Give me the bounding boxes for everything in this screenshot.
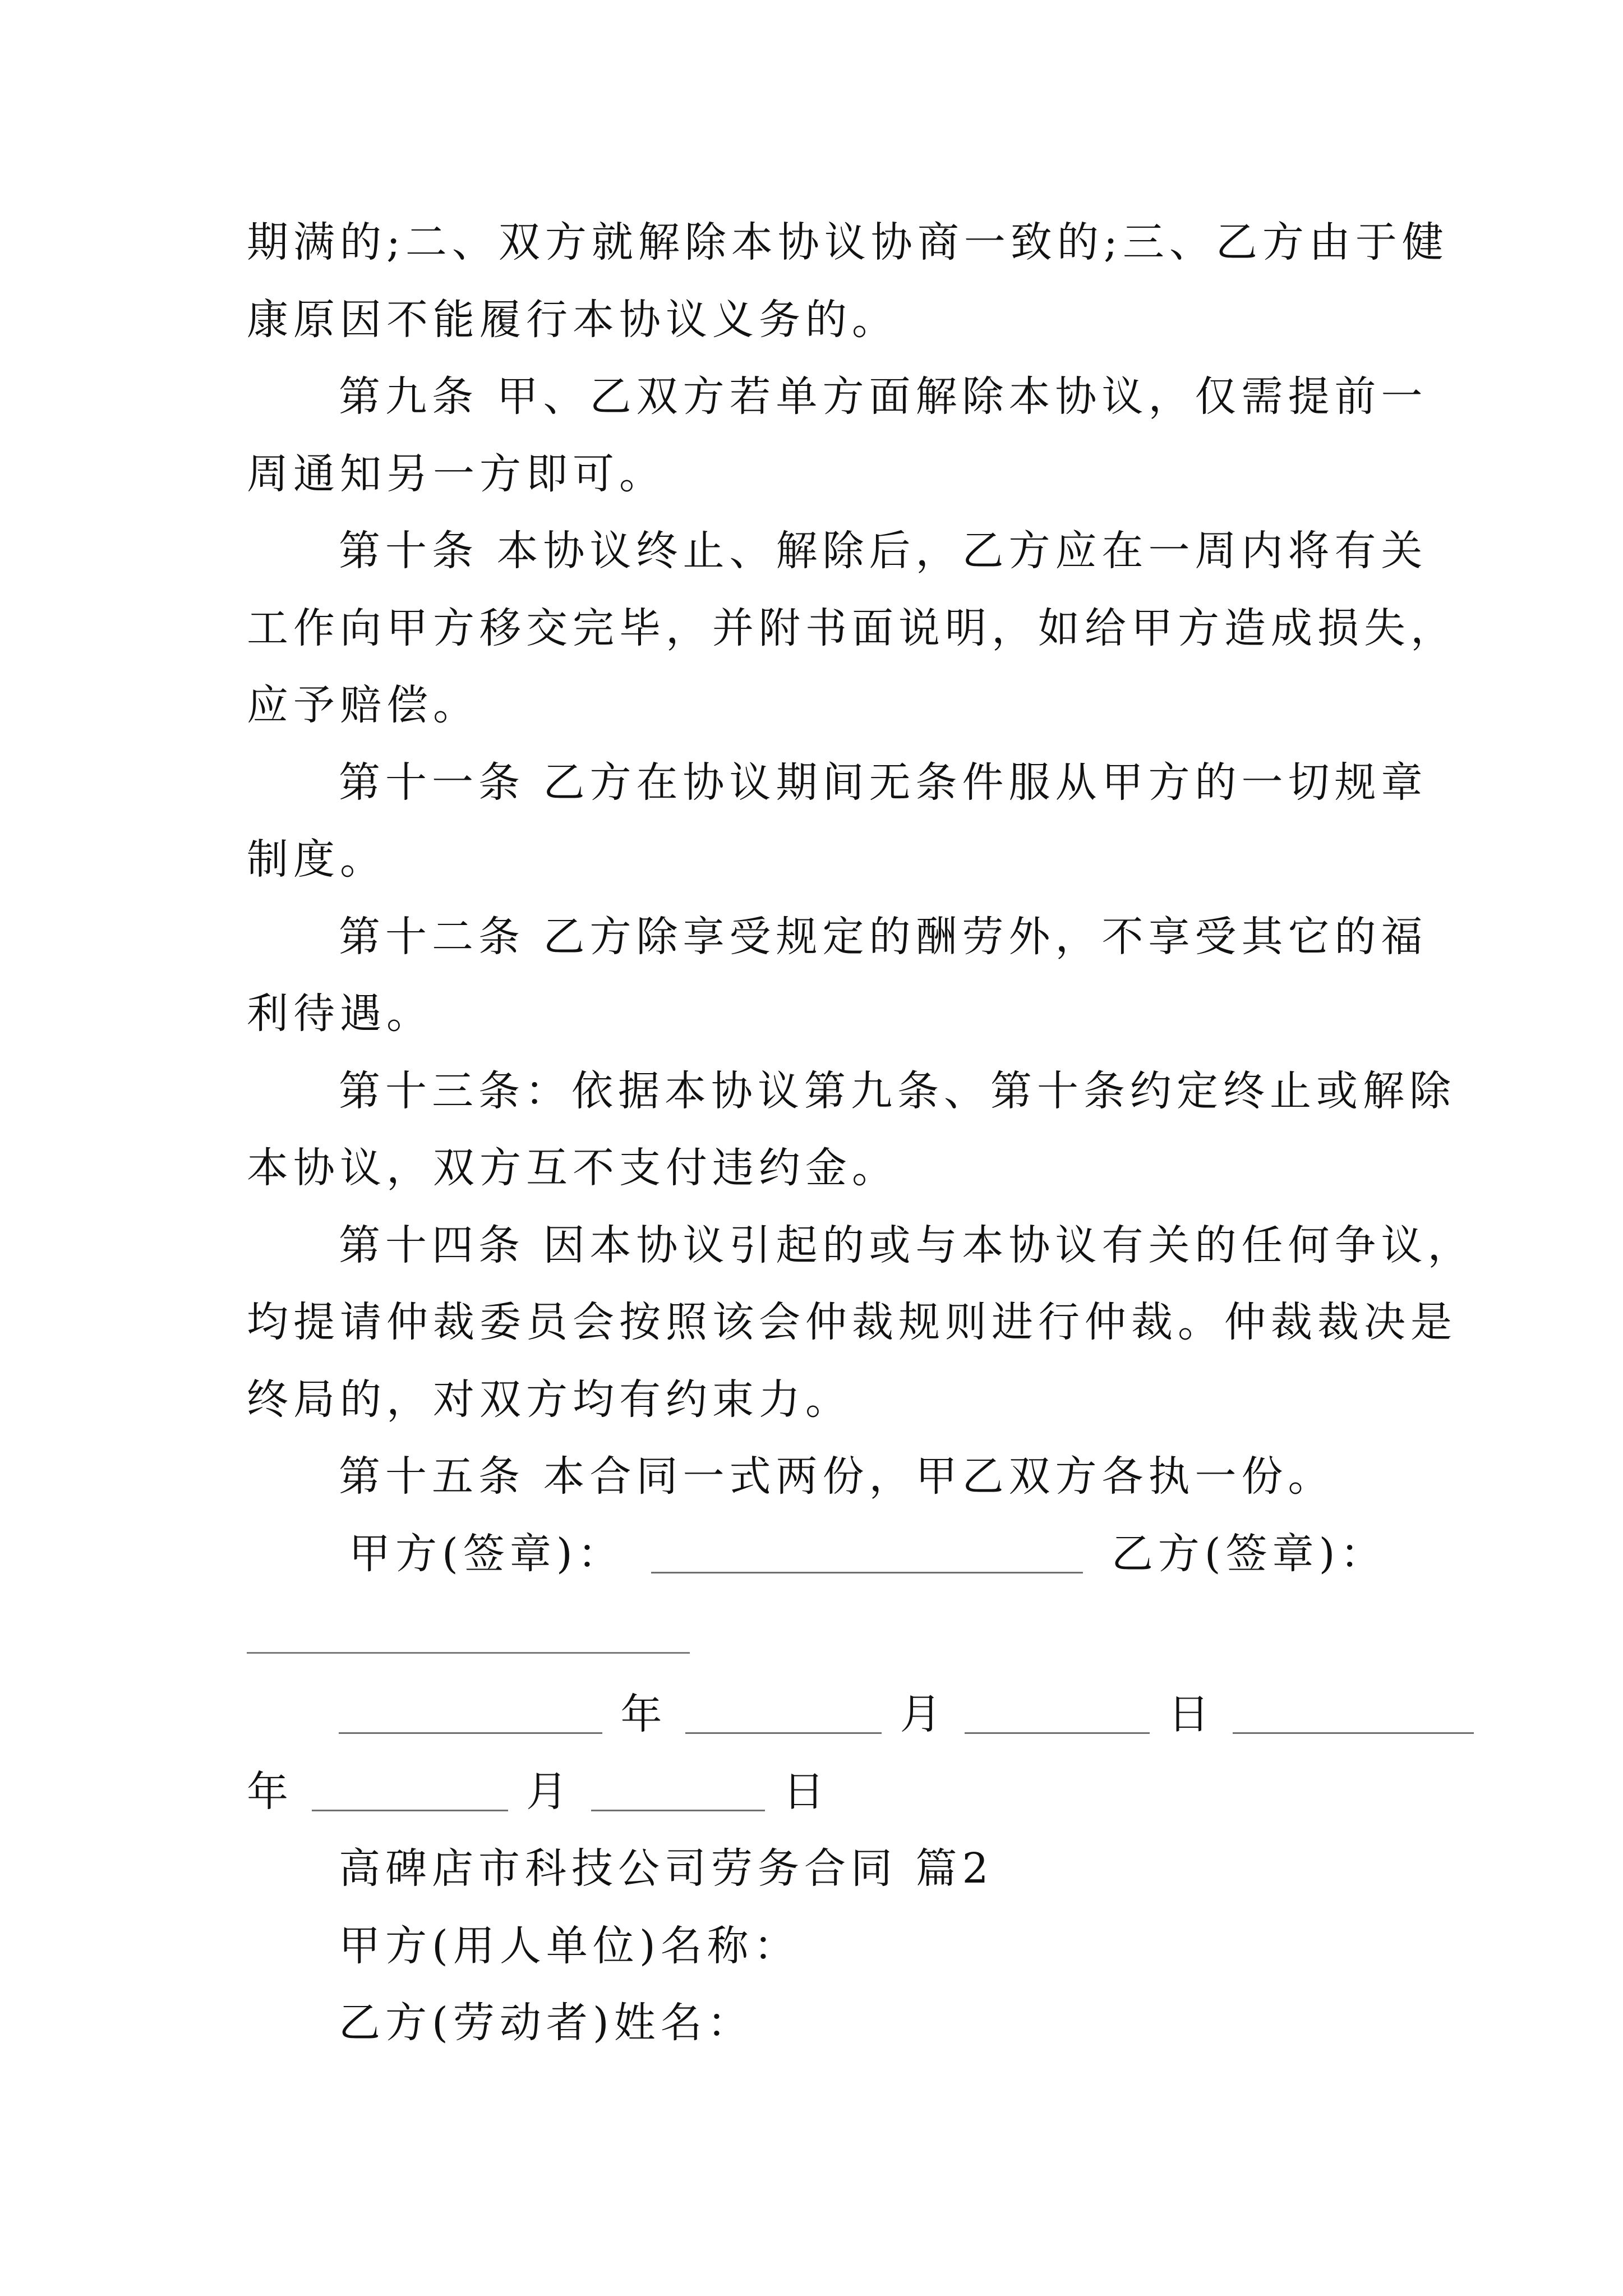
party-a-month-field[interactable] — [685, 1696, 882, 1734]
date-line-party-b — [247, 1764, 1391, 1820]
party-a-signature-label: 甲方(签章)： — [349, 1530, 624, 1578]
clause-15-line: 第十五条 本合同一式两份，甲乙双方各执一份。 — [339, 1452, 1335, 1501]
month-label: 月 — [900, 1690, 947, 1738]
year-label: 年 — [620, 1690, 667, 1738]
party-b-month-field[interactable] — [312, 1774, 508, 1811]
body-line: 本协议，双方互不支付违约金。 — [247, 1144, 898, 1192]
body-line: 工作向甲方移交完毕，并附书面说明，如给甲方造成损失， — [247, 604, 1457, 652]
section-2-title: 高碑店市科技公司劳务合同 篇2 — [339, 1844, 994, 1893]
body-line: 均提请仲裁委员会按照该会仲裁规则进行仲裁。仲裁裁决是 — [247, 1298, 1457, 1346]
body-line: 应予赔偿。 — [247, 681, 479, 729]
clause-12-line: 第十二条 乙方除享受规定的酬劳外，不享受其它的福 — [339, 913, 1428, 961]
body-line: 周通知另一方即可。 — [247, 450, 666, 498]
month-label: 月 — [526, 1768, 573, 1816]
day-label: 日 — [783, 1768, 830, 1816]
body-line: 康原因不能履行本协议义务的。 — [247, 296, 898, 344]
signature-line — [349, 1526, 1391, 1582]
clause-10-line: 第十条 本协议终止、解除后，乙方应在一周内将有关 — [339, 527, 1428, 575]
clause-9-line: 第九条 甲、乙双方若单方面解除本协议，仅需提前一 — [339, 372, 1428, 421]
clause-14-line: 第十四条 因本协议引起的或与本协议有关的任何争议， — [339, 1221, 1474, 1269]
clause-11-line: 第十一条 乙方在协议期间无条件服从甲方的一切规章 — [339, 758, 1428, 807]
party-b-signature-label: 乙方(签章)： — [1111, 1530, 1387, 1578]
party-b-name-label: 乙方(劳动者)姓名： — [339, 1999, 754, 2047]
date-line-party-a — [339, 1686, 1391, 1742]
party-b-day-field[interactable] — [591, 1774, 765, 1811]
body-line: 利待遇。 — [247, 990, 433, 1038]
body-line: 制度。 — [247, 835, 386, 884]
party-a-name-label: 甲方(用人单位)名称： — [339, 1922, 800, 1970]
party-b-year-field[interactable] — [1233, 1696, 1474, 1734]
party-a-year-field[interactable] — [339, 1696, 602, 1734]
party-a-signature-field[interactable] — [651, 1536, 1083, 1573]
party-a-day-field[interactable] — [965, 1696, 1150, 1734]
party-b-signature-field[interactable] — [247, 1652, 690, 1654]
year-label: 年 — [247, 1768, 293, 1816]
body-line: 期满的;二、双方就解除本协议协商一致的;三、乙方由于健 — [247, 218, 1449, 266]
body-line: 终局的，对双方均有约束力。 — [247, 1375, 852, 1424]
day-label: 日 — [1168, 1690, 1215, 1738]
clause-13-line: 第十三条：依据本协议第九条、第十条约定终止或解除 — [339, 1067, 1456, 1115]
